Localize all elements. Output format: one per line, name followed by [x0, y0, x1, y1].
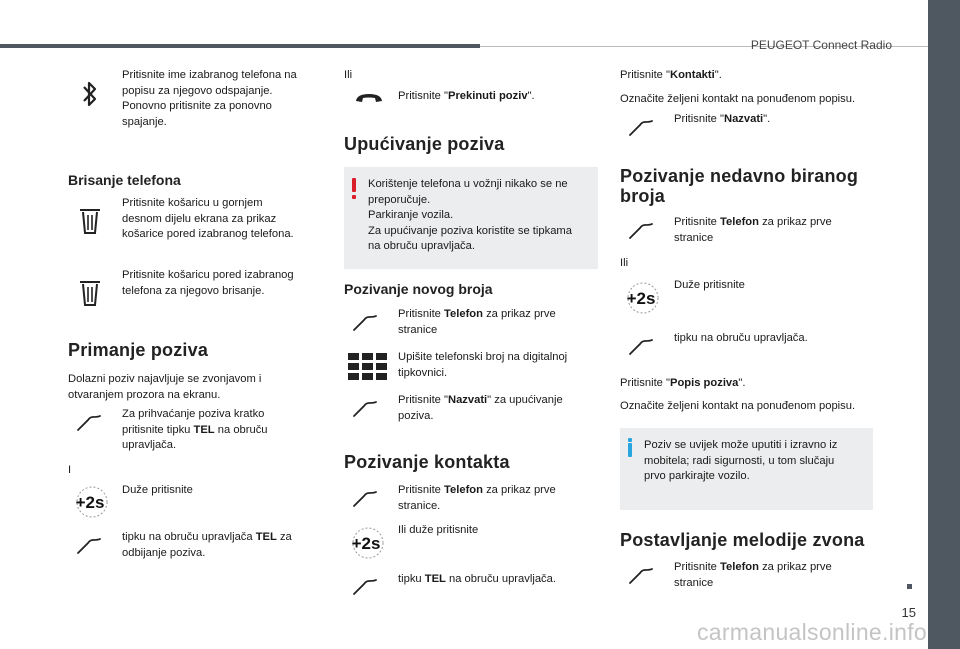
bluetooth-instruction: Pritisnite ime izabranog telefona na popisu za njegovo odspajanje. Ponovno pritisnite za ponovno spajanje.: [122, 69, 297, 128]
phone-tap-icon: [76, 537, 102, 555]
ili-label: Ili: [620, 257, 629, 269]
svg-text:+2s: +2s: [626, 289, 656, 308]
long-press-icon: [619, 281, 663, 315]
phone-tap-icon: [352, 314, 378, 332]
header-title: PEUGEOT Connect Radio: [750, 38, 892, 52]
phone-instruction-1: Pritisnite Telefon za prikaz prve stranice: [398, 308, 556, 336]
call-instruction: Pritisnite "Nazvati" za upućivanje poziva.: [398, 394, 563, 422]
section-title-kontakt: Pozivanje kontakta: [344, 452, 510, 472]
svg-text:+2s: +2s: [75, 493, 105, 512]
trash-instruction-1: Pritisnite košaricu u gornjem desnom dijelu ekrana za prikaz košarice pored izabranog telefona.: [122, 197, 294, 240]
trash-instruction-2: Pritisnite košaricu pored izabranog telefona za njegovo brisanje.: [122, 269, 294, 297]
phone-tap-icon: [628, 338, 654, 356]
phone-instruction-2: Pritisnite Telefon za prikaz prve stranice.: [398, 484, 556, 512]
long-press-icon: [68, 485, 112, 519]
long-press-icon: [344, 526, 388, 560]
warning-note: Korištenje telefona u vožnji nikako se ne preporučuje. Parkiranje vozila. Za upućivanje poziva koristite se tipkama na obruču upravljača.: [344, 167, 598, 269]
phone-tap-icon: [628, 119, 654, 137]
popis-instruction: Pritisnite "Popis poziva".: [620, 377, 746, 389]
tel-key-instruction: tipku na obruču upravljača.: [674, 332, 808, 344]
short-press-instruction: Za prihvaćanje poziva kratko pritisnite tipku TEL na obruču upravljača.: [122, 408, 268, 451]
select-contact-text: Označite željeni kontakt na ponuđenom popisu.: [620, 93, 856, 105]
section-title-primanje: Primanje poziva: [68, 340, 209, 360]
phone-tap-icon: [352, 490, 378, 508]
svg-text:+2s: +2s: [351, 534, 381, 553]
trash-icon: [79, 279, 101, 307]
hangup-instruction: Pritisnite "Prekinuti poziv".: [398, 90, 535, 102]
trash-icon: [79, 207, 101, 235]
keypad-icon: [348, 353, 388, 381]
primanje-intro: Dolazni poziv najavljuje se zvonjavom i otvaranjem prozora na ekranu.: [68, 373, 262, 401]
kontakti-instruction: Pritisnite "Kontakti".: [620, 69, 722, 81]
long-press-label: Ili duže pritisnite: [398, 524, 479, 536]
side-tab-bar: [928, 0, 960, 649]
page-marker: [907, 584, 912, 589]
section-title-brisanje: Brisanje telefona: [68, 172, 181, 188]
warning-icon: [352, 178, 356, 192]
phone-tap-icon: [76, 414, 102, 432]
tel-reject-instruction: tipku na obruču upravljača TEL za odbijanje poziva.: [122, 531, 292, 559]
hangup-icon: [354, 92, 384, 104]
section-title-upucivanje: Upućivanje poziva: [344, 134, 505, 154]
phone-instruction-4: Pritisnite Telefon za prikaz prve stranice: [674, 561, 832, 589]
keypad-instruction: Upišite telefonski broj na digitalnoj tipkovnici.: [398, 351, 568, 379]
phone-tap-icon: [628, 222, 654, 240]
info-note: Poziv se uvijek može uputiti i izravno iz mobitela; radi sigurnosti, u tom slučaju prvo parkirajte vozilo.: [620, 428, 873, 510]
nazvati-instruction: Pritisnite "Nazvati".: [674, 113, 771, 125]
section-title-nedavno: Pozivanje nedavno biranog broja: [620, 166, 859, 206]
select-contact-text: Označite željeni kontakt na ponuđenom popisu.: [620, 400, 856, 412]
bluetooth-icon: [80, 78, 100, 110]
phone-tap-icon: [352, 578, 378, 596]
phone-tap-icon: [352, 400, 378, 418]
long-press-label: Duže pritisnite: [122, 484, 193, 496]
info-icon: [628, 438, 632, 442]
long-press-label: Duže pritisnite: [674, 279, 745, 291]
section-title-melodija: Postavljanje melodije zvona: [620, 530, 865, 550]
tel-key-instruction: tipku TEL na obruču upravljača.: [398, 573, 556, 585]
phone-tap-icon: [628, 567, 654, 585]
ili-label: Ili: [344, 69, 353, 81]
page-number: 15: [901, 605, 916, 620]
watermark: carmanualsonline.info: [696, 619, 927, 645]
or-label: I: [68, 464, 72, 476]
section-title-novi-broj: Pozivanje novog broja: [344, 281, 493, 297]
phone-instruction-3: Pritisnite Telefon za prikaz prve stranice: [674, 216, 832, 244]
header-bar: [0, 44, 480, 48]
